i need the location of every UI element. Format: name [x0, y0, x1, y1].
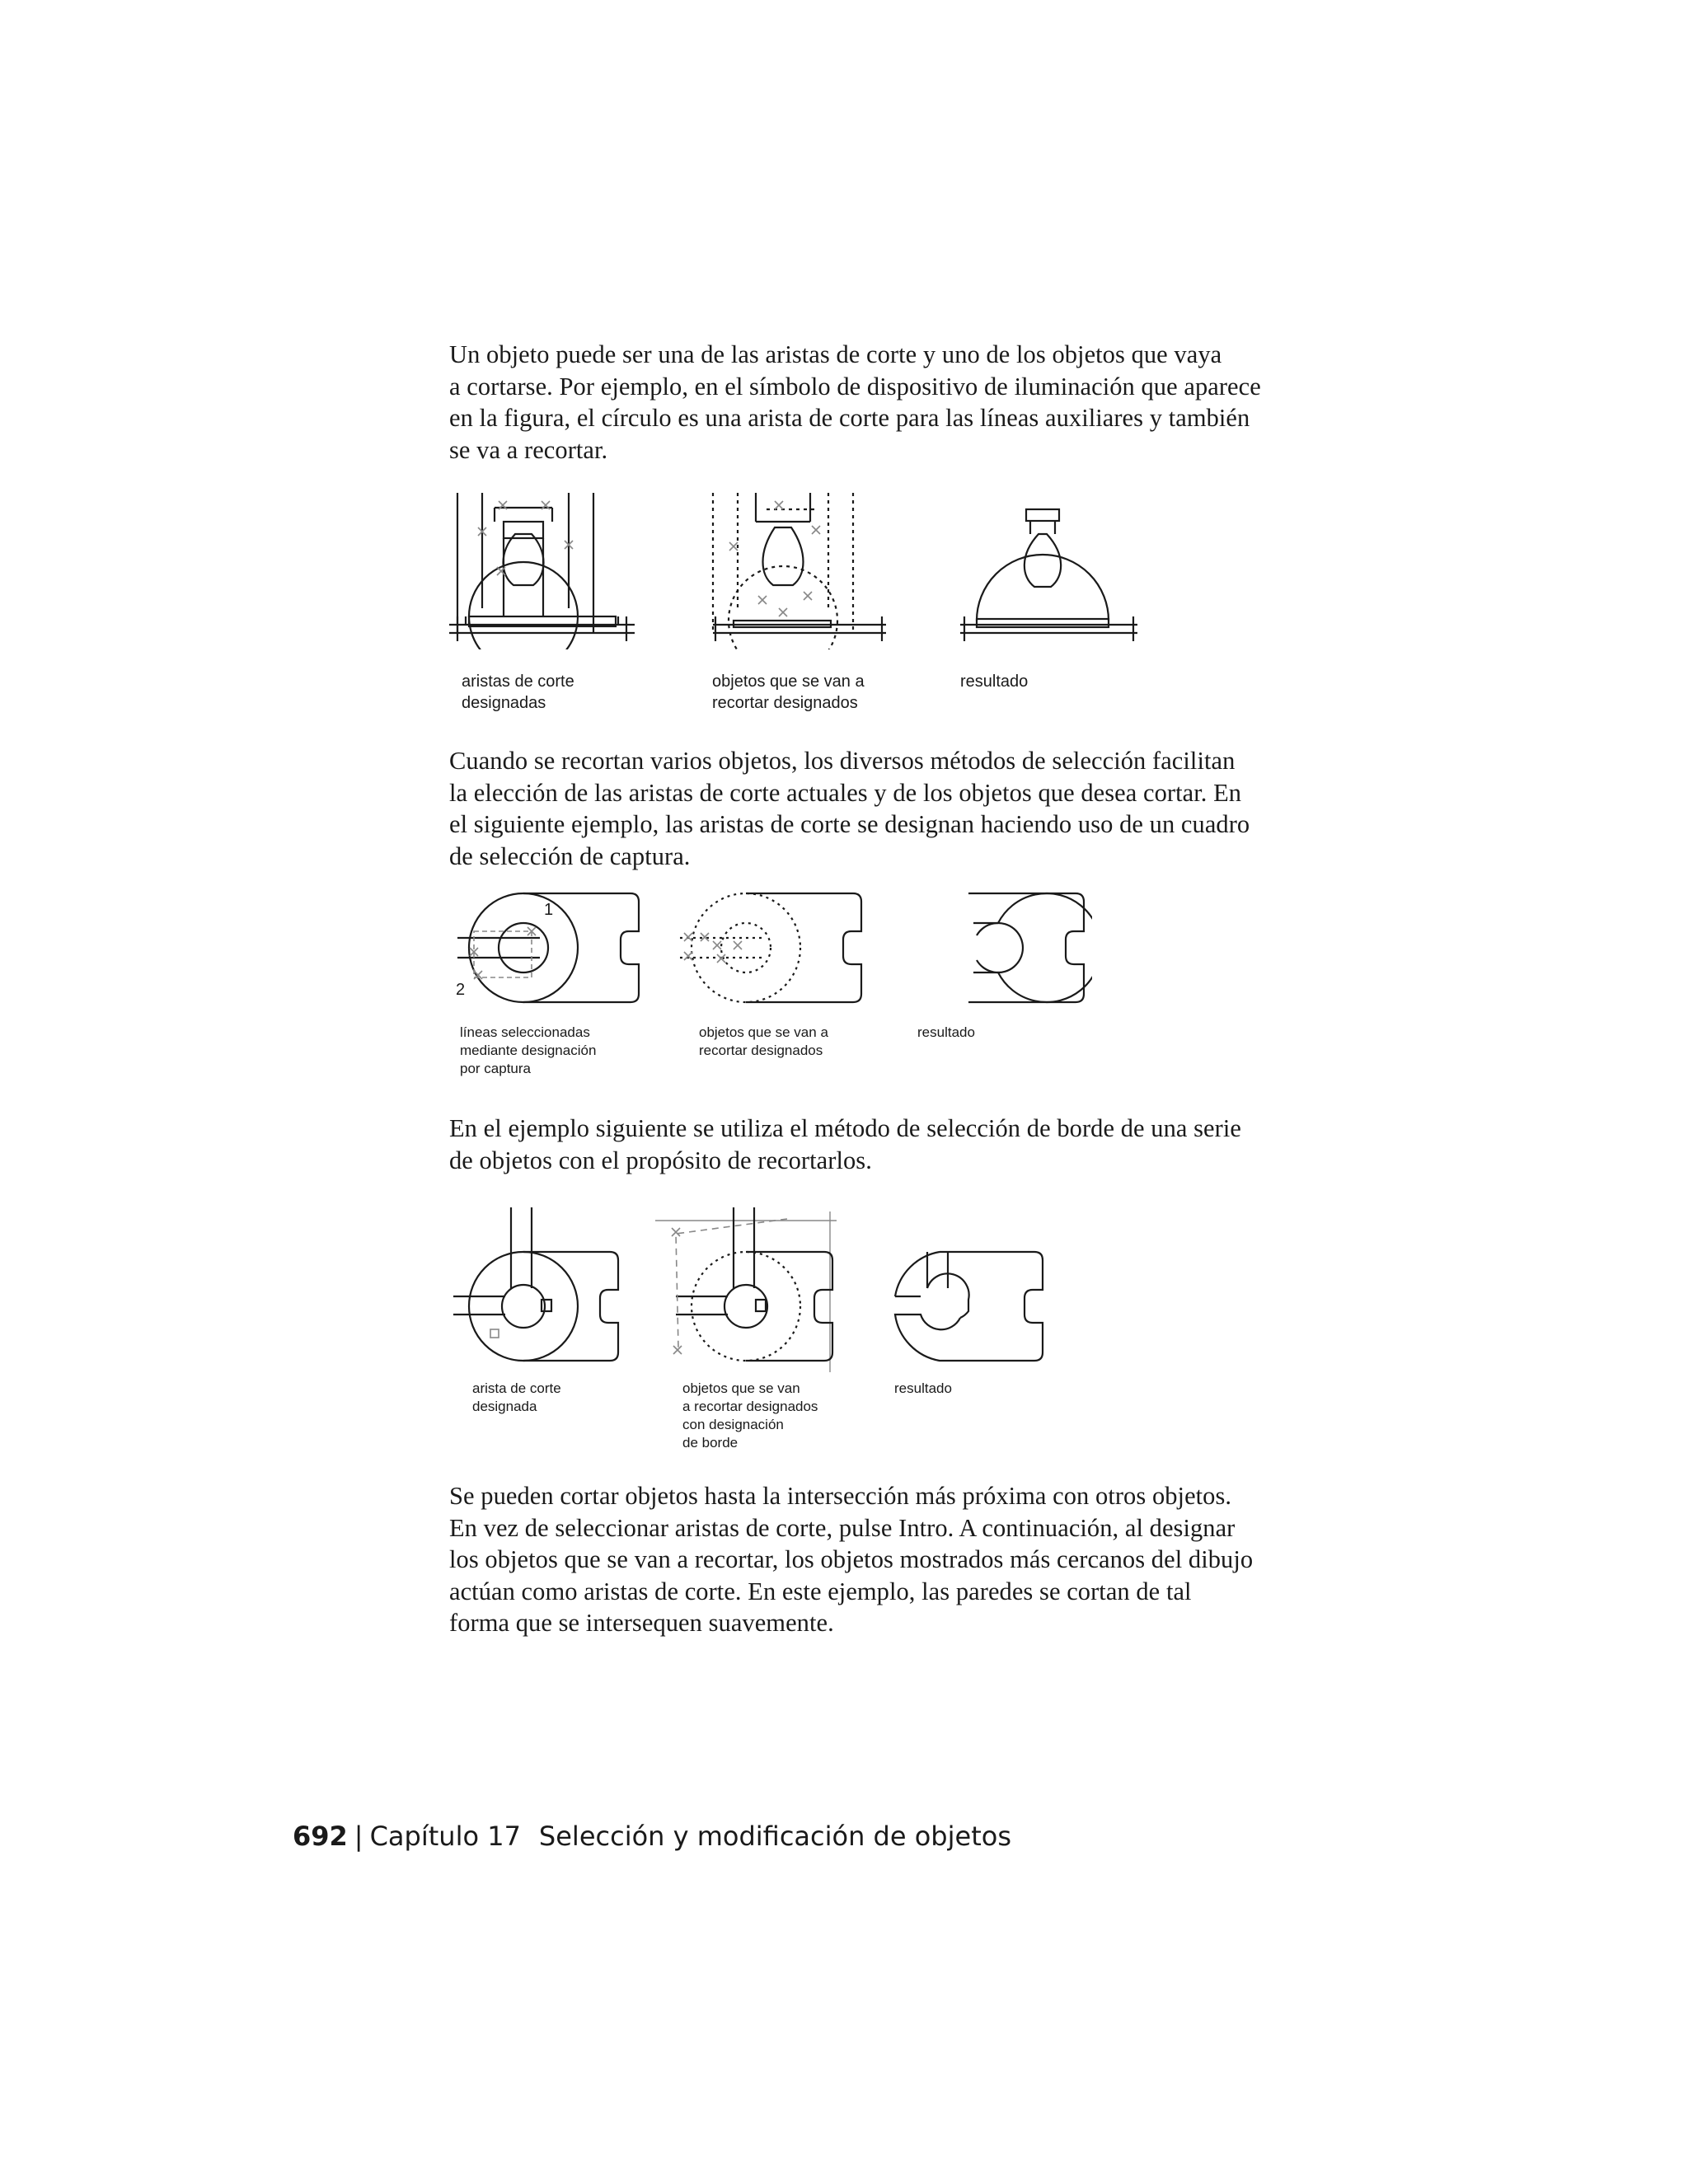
figure-fence-selection	[449, 1207, 1059, 1372]
crossing-panel-3	[968, 893, 1092, 1002]
caption-line: objetos que se van a	[712, 673, 865, 691]
figure1-caption-2	[712, 671, 865, 714]
page-number: 692	[293, 1821, 348, 1852]
figure3-caption-2	[682, 1380, 818, 1452]
paragraph-line: En el ejemplo siguiente se utiliza el método de selección de borde de una serie	[449, 1114, 1241, 1142]
figure2-caption-2	[699, 1024, 828, 1060]
figure2-number-2: 2	[456, 981, 466, 999]
figure-lighting-fixture	[449, 485, 1150, 649]
crossing-panel-2	[680, 893, 861, 1002]
fixture-panel-1	[449, 493, 635, 649]
caption-line: con designación	[682, 1417, 784, 1432]
paragraph-line: Cuando se recortan varios objetos, los diversos métodos de selección facilitan	[449, 747, 1236, 775]
paragraph-1	[449, 339, 1331, 466]
paragraph-line: a cortarse. Por ejemplo, en el símbolo de dispositivo de iluminación que aparece	[449, 372, 1261, 401]
paragraph-line: los objetos que se van a recortar, los objetos mostrados más cercanos del dibujo	[449, 1545, 1254, 1573]
paragraph-2	[449, 745, 1331, 872]
figure3-caption-1	[472, 1380, 561, 1416]
paragraph-line: el siguiente ejemplo, las aristas de corte se designan haciendo uso de un cuadro	[449, 810, 1250, 838]
paragraph-line: la elección de las aristas de corte actuales y de los objetos que desea cortar. En	[449, 778, 1242, 807]
caption-line: de borde	[682, 1435, 738, 1451]
paragraph-line: en la figura, el círculo es una arista de corte para las líneas auxiliares y también	[449, 404, 1250, 432]
paragraph-line: Un objeto puede ser una de las aristas de corte y uno de los objetos que vaya	[449, 340, 1222, 368]
fence-panel-1	[453, 1207, 618, 1361]
paragraph-4	[449, 1480, 1331, 1639]
paragraph-line: de selección de captura.	[449, 841, 691, 870]
caption-line: mediante designación	[460, 1043, 597, 1058]
paragraph-line: Se pueden cortar objetos hasta la intersección más próxima con otros objetos.	[449, 1482, 1232, 1510]
paragraph-line: se va a recortar.	[449, 435, 608, 464]
figure2-caption-3	[917, 1024, 975, 1042]
caption-line: designadas	[462, 694, 546, 712]
caption-line: a recortar designados	[682, 1399, 818, 1414]
paragraph-line: actúan como aristas de corte. En este ejemplo, las paredes se cortan de tal	[449, 1577, 1192, 1605]
footer-separator: |	[354, 1821, 363, 1852]
caption-line: aristas de corte	[462, 673, 574, 691]
paragraph-line: En vez de seleccionar aristas de corte, pulse Intro. A continuación, al designar	[449, 1513, 1236, 1542]
figure3-caption-3	[894, 1380, 952, 1398]
chapter-label: Capítulo 17	[369, 1821, 521, 1852]
chapter-title: Selección y modificación de objetos	[538, 1821, 1011, 1852]
paragraph-line: forma que se intersequen suavemente.	[449, 1609, 834, 1637]
caption-line: objetos que se van a	[699, 1024, 828, 1040]
figure1-caption-3	[960, 671, 1028, 692]
page-footer	[293, 1820, 1011, 1853]
caption-line: resultado	[960, 673, 1029, 691]
caption-line: líneas seleccionadas	[460, 1024, 590, 1040]
caption-line: designada	[472, 1399, 537, 1414]
paragraph-3	[449, 1113, 1331, 1176]
caption-line: arista de corte	[472, 1380, 561, 1396]
figure1-caption-1	[462, 671, 574, 714]
caption-line: objetos que se van	[682, 1380, 800, 1396]
fixture-panel-2	[713, 493, 886, 649]
paragraph-line: de objetos con el propósito de recortarlos.	[449, 1146, 872, 1174]
fence-panel-3	[895, 1252, 1043, 1361]
caption-line: resultado	[894, 1380, 952, 1396]
figure2-caption-1	[460, 1024, 596, 1078]
fence-panel-2	[655, 1207, 837, 1372]
caption-line: resultado	[917, 1024, 975, 1040]
fixture-panel-3	[960, 509, 1137, 641]
caption-line: recortar designados	[712, 694, 858, 712]
caption-line: recortar designados	[699, 1043, 823, 1058]
caption-line: por captura	[460, 1061, 531, 1076]
figure2-number-1: 1	[544, 901, 554, 919]
